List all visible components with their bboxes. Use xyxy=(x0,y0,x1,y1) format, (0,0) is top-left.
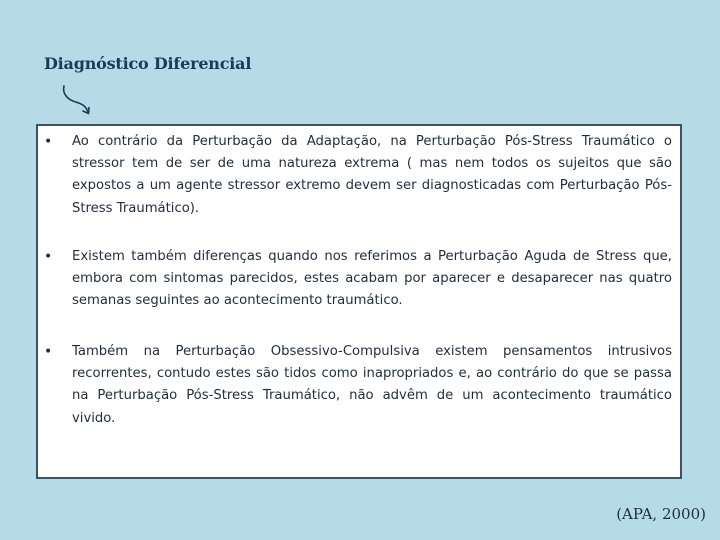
bullet-marker: • xyxy=(44,249,53,265)
slide-title: Diagnóstico Diferencial xyxy=(44,54,252,73)
bullet-text: Ao contrário da Perturbação da Adaptação, na Perturbação Pós-Stress Traumático o stressor tem de ser de uma natureza extrema ( mas nem todos os sujeitos que são expostos a um agente stressor extremo devem ser diagnosticadas com Perturbação Pós-Stress Traumático). xyxy=(72,134,672,216)
bullet-marker: • xyxy=(44,134,53,150)
citation: (APA, 2000) xyxy=(616,505,706,523)
bullet-text: Também na Perturbação Obsessivo-Compulsiva existem pensamentos intrusivos recorrentes, contudo estes são tidos como inapropriados e, ao contrário do que se passa na Perturbação Pós-Stress Traumático, não advêm de um acontecimento traumático vivido. xyxy=(72,344,672,426)
bullet-text: Existem também diferenças quando nos referimos a Perturbação Aguda de Stress que, embora com sintomas parecidos, estes acabam por aparecer e desaparecer nas quatro semanas seguintes ao acontecimento traumático. xyxy=(72,249,672,309)
bullet-marker: • xyxy=(44,344,53,360)
content-box xyxy=(36,124,682,479)
curved-arrow-down-icon xyxy=(58,82,98,118)
